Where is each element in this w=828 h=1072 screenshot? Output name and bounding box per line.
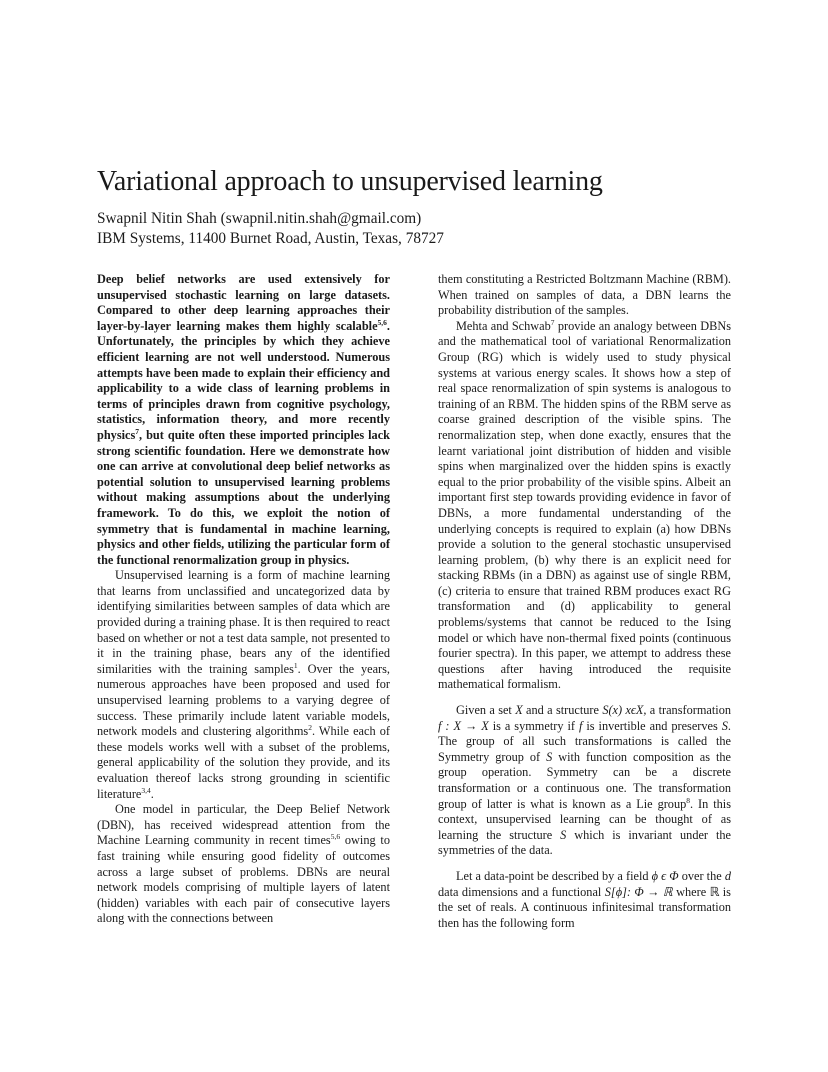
field-paragraph: Let a data-point be described by a field ϕ ϵ Φ over the d data dimensions and a functional S[ϕ]: Φ → ℝ where ℝ is the set of reals. A continuous infinitesimal transformation then has the following form [438,868,731,930]
paper-title: Variational approach to unsupervised learning [97,166,603,197]
right-column [438,272,731,931]
affiliation-line: IBM Systems, 11400 Burnet Road, Austin, Texas, 78727 [97,230,444,247]
intro-paragraph-1: Unsupervised learning is a form of machine learning that learns from unclassified and uncategorized data by identifying similarities between samples of data which are provided during a training phase. It is then required to react based on whether or not a test data sample, not presented to it in the training phase, bears any of the identified similarities with the training samples$^1$. Over the years, numerous approaches have been proposed and used for unsupervised learning problems to a varying degree of success. These primarily include latent variable models, network models and clustering algorithms$^2$. While each of these models works well with a subset of the problems, general applicability of the solution they provide, and its evaluation thereof lacks strong grounding in scientific literature$^{3,4}$. [97,568,390,801]
author-line: Swapnil Nitin Shah (swapnil.nitin.shah@gmail.com) [97,210,422,227]
author-block [97,209,444,249]
abstract-paragraph: Deep belief networks are used extensively for unsupervised stochastic learning on large datasets. Compared to other deep learning approaches their layer-by-layer learning makes them highly scalable$^{5,6}$. Unfortunately, the principles by which they achieve efficient learning are not well understood. Numerous attempts have been made to explain their efficiency and applicability to a wide class of learning problems in terms of principles drawn from cognitive psychology, statistics, information theory, and more recently physics$^7$, but quite often these imported principles lack strong scientific foundation. Here we demonstrate how one can arrive at convolutional deep belief networks as potential solution to unsupervised learning problems without making assumptions about the underlying framework. To do this, we exploit the notion of symmetry that is fundamental in machine learning, physics and other fields, utilizing the particular form of the functional renormalization group in physics. [97,272,390,567]
rg-analogy-paragraph: Mehta and Schwab$^7$ provide an analogy between DBNs and the mathematical tool of variational Renormalization Group (RG) which is widely used to study physical systems at various energy scales. It shows how a step of real space renormalization of spin systems is analogous to training of an RBM. The hidden spins of the RBM serve as coarse grained description of the visible spins. The renormalization step, when done exactly, ensures that the learnt variational joint distribution of hidden and visible spins when marginalized over the hidden spins is exactly equal to the prior probability of the visible spins. Albeit an important first step towards providing evidence in favor of DBNs, a more fundamental understanding of the underlying concepts is required to explain (a) how DBNs provide a solution to the general stochastic unsupervised learning problem, (b) why there is an explicit need for stacking RBMs (in a DBN) as against use of single RBM, (c) criteria to ensure that trained RBM produces exact RG transformation and (d) applicability to general problems/systems that cannot be reduced to the Ising model or which have non-thermal fixed points (continuous fourier spectra). In this paper, we attempt to address these questions after having introduced the requisite mathematical formalism. [438,317,731,692]
rbm-paragraph: them constituting a Restricted Boltzmann Machine (RBM). When trained on samples of data, a DBN learns the probability distribution of the samples. [438,272,731,318]
symmetry-paragraph: Given a set X and a structure S(x) xϵX, a transformation f : X → X is a symmetry if f is invertible and preserves S. The group of all such transformations is called the Symmetry group of S with function composition as the group operation. Symmetry can be a discrete transformation or a continuous one. The transformation group of latter is what is known as a Lie group$^8$. In this context, unsupervised learning can be thought of as learning the structure S which is invariant under the symmetries of the data. [438,703,732,858]
left-column [97,272,390,927]
intro-paragraph-2: One model in particular, the Deep Belief Network (DBN), has received widespread attention from the Machine Learning community in recent times$^{5,6}$ owing to fast training while ensuring good fidelity of outcomes across a large subset of problems. DBNs are neural network models comprising of multiple layers of latent (hidden) variables with each pair of consecutive layers along with the connections between [97,802,390,926]
